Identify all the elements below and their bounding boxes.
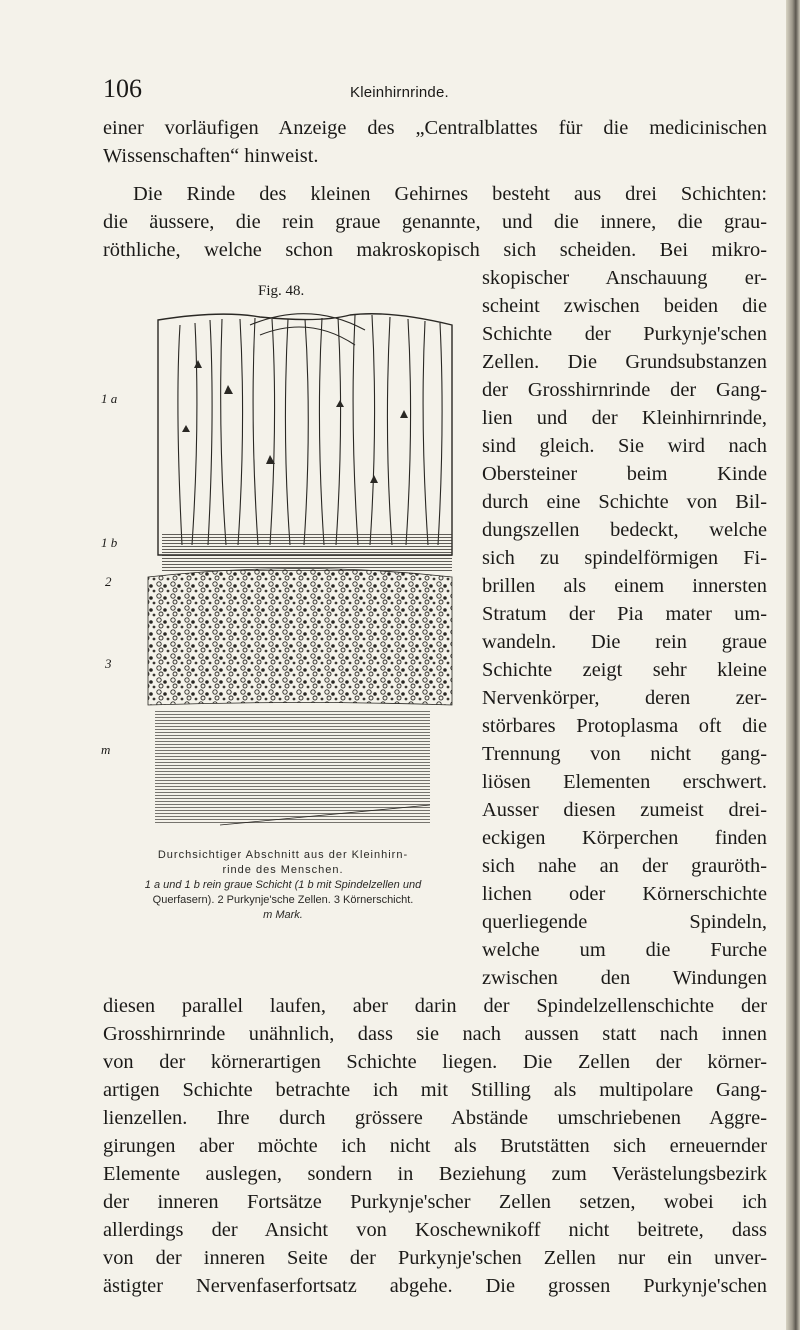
text-line: skopischer Anschauung er- — [482, 267, 767, 289]
text-line: lienzellen. Ihre durch grössere Abstände umschriebenen Aggre- — [103, 1107, 767, 1129]
layer-label-3: 3 — [105, 656, 112, 671]
figure-label: Fig. 48. — [258, 283, 305, 299]
layer-label-1a: 1 a — [101, 391, 118, 406]
text-line: Elemente auslegen, sondern in Beziehung zum Verästelungsbezirk — [103, 1163, 767, 1185]
figure-caption — [96, 848, 470, 923]
text-line: Die Rinde des kleinen Gehirnes besteht aus drei Schichten: — [133, 183, 767, 205]
text-line: einer vorläufigen Anzeige des „Centralblattes für die medicinischen — [103, 117, 767, 139]
text-line: Stratum der Pia mater um- — [482, 603, 767, 625]
text-line: zwischen den Windungen — [482, 967, 767, 989]
text-line: eckigen Körperchen finden — [482, 827, 767, 849]
text-line: Ausser diesen zumeist drei- — [482, 799, 767, 821]
text-line: Grosshirnrinde unähnlich, dass sie nach aussen statt nach innen — [103, 1023, 767, 1045]
text-line: querliegende Spindeln, — [482, 911, 767, 933]
cerebellar-cortex-figure — [100, 305, 472, 845]
text-line: Obersteiner beim Kinde — [482, 463, 767, 485]
caption-line: rinde des Menschen. — [222, 864, 344, 876]
text-line: lien und der Kleinhirnrinde, — [482, 407, 767, 429]
text-line: diesen parallel laufen, aber darin der Spindelzellenschichte der — [103, 995, 767, 1017]
caption-line: m Mark. — [263, 909, 303, 921]
text-line: allerdings der Ansicht von Koschewnikoff nicht beitrete, dass — [103, 1219, 767, 1241]
text-line: girungen aber möchte ich nicht als Brutstätten sich erneuernder — [103, 1135, 767, 1157]
text-line: Zellen. Die Grundsubstanzen — [482, 351, 767, 373]
text-line: die äussere, die rein graue genannte, und die innere, die grau- — [103, 211, 767, 233]
text-line: sind gleich. Sie wird nach — [482, 435, 767, 457]
text-line: scheint zwischen beiden die — [482, 295, 767, 317]
text-line: Schichte der Purkynje'schen — [482, 323, 767, 345]
page-edge-shadow — [786, 0, 800, 1330]
text-line: Nervenkörper, deren zer- — [482, 687, 767, 709]
text-line: lichen oder Körnerschichte — [482, 883, 767, 905]
text-line: brillen als einem innersten — [482, 575, 767, 597]
text-line: Trennung von nicht gang- — [482, 743, 767, 765]
text-line: der inneren Fortsätze Purkynje'scher Zellen setzen, wobei ich — [103, 1191, 767, 1213]
text-line: von der körnerartigen Schichte liegen. Die Zellen der körner- — [103, 1051, 767, 1073]
layer-label-m: m — [101, 742, 111, 757]
text-line: liösen Elementen erschwert. — [482, 771, 767, 793]
running-head: Kleinhirnrinde. — [350, 84, 449, 101]
text-line: von der inneren Seite der Purkynje'schen Zellen nur ein unver- — [103, 1247, 767, 1269]
text-line: wandeln. Die rein graue — [482, 631, 767, 653]
text-line: der Grosshirnrinde der Gang- — [482, 379, 767, 401]
caption-line: 1 a und 1 b rein graue Schicht (1 b mit Spindelzellen und — [144, 879, 422, 891]
text-line: ästigter Nervenfaserfortsatz abgehe. Die grossen Purkynje'schen — [103, 1275, 767, 1297]
text-line: Wissenschaften“ hinweist. — [103, 145, 319, 167]
layer-label-2: 2 — [105, 574, 112, 589]
text-line: Schichte zeigt sehr kleine — [482, 659, 767, 681]
layer-label-1b: 1 b — [101, 535, 118, 550]
text-line: welche um die Furche — [482, 939, 767, 961]
text-line: störbares Protoplasma oft die — [482, 715, 767, 737]
text-line: artigen Schichte betrachte ich mit Stilling als multipolare Gang- — [103, 1079, 767, 1101]
text-line: sich nahe an der grauröth- — [482, 855, 767, 877]
text-line: dungszellen bedeckt, welche — [482, 519, 767, 541]
caption-line: Durchsichtiger Abschnitt aus der Kleinhirn- — [157, 849, 409, 861]
text-line: sich zu spindelförmigen Fi- — [482, 547, 767, 569]
caption-line: Querfasern). 2 Purkynje'sche Zellen. 3 Körnerschicht. — [152, 894, 414, 906]
text-line: durch eine Schichte von Bil- — [482, 491, 767, 513]
page-number: 106 — [103, 74, 142, 103]
text-line: röthliche, welche schon makroskopisch sich scheiden. Bei mikro- — [103, 239, 767, 261]
